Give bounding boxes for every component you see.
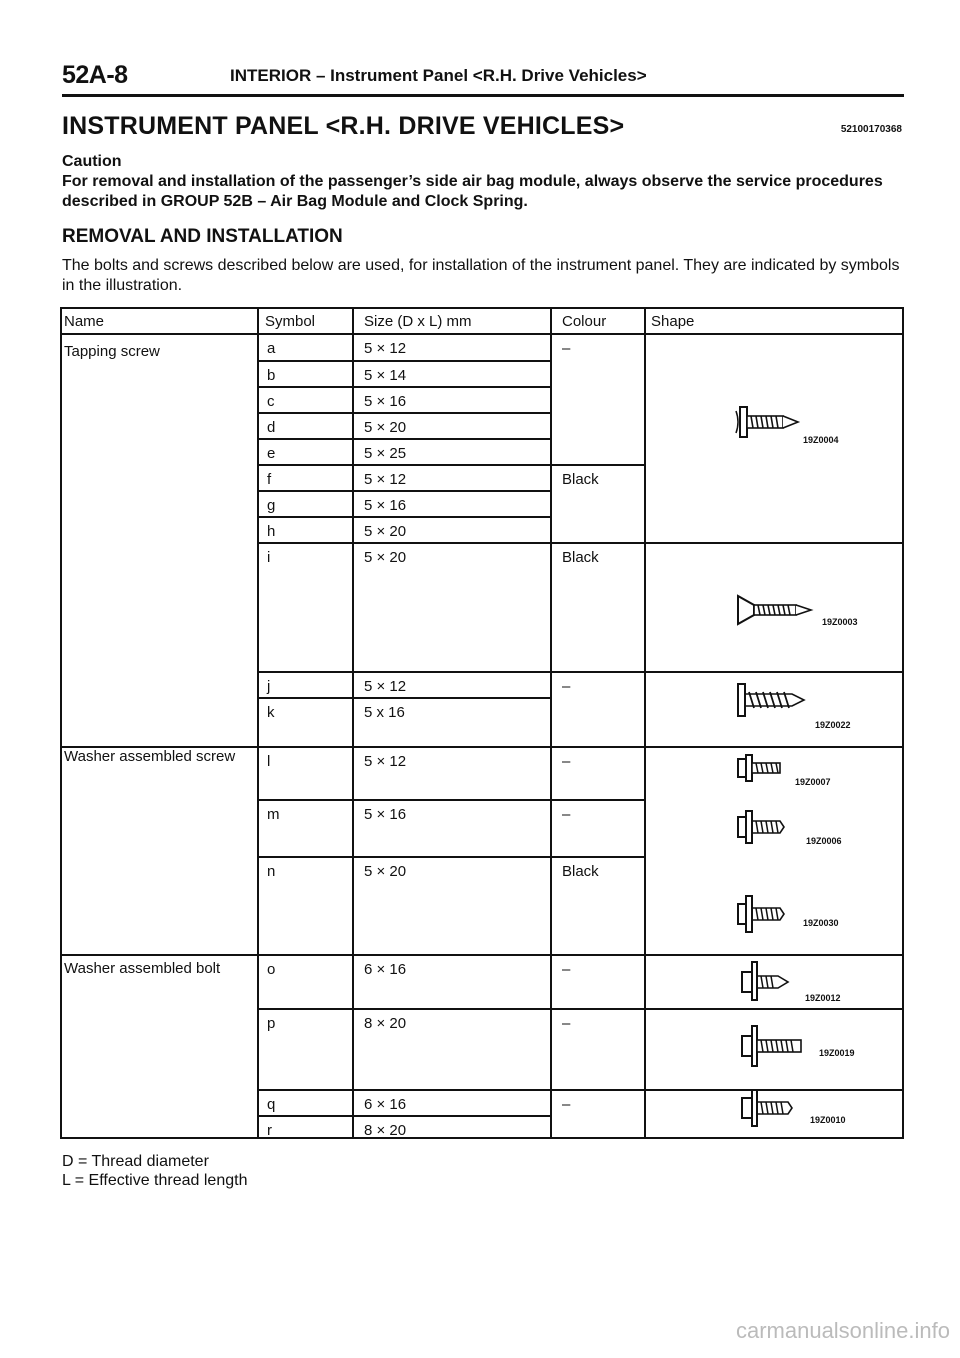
table-border-top <box>60 307 904 309</box>
washer-bolt-pointed-illustration <box>740 960 796 1007</box>
figure-code-19z0004: 19Z0004 <box>803 435 839 445</box>
washer-screw-medium-illustration <box>734 809 790 850</box>
row-symbol: f <box>267 471 272 488</box>
row-colour: – <box>562 1096 571 1113</box>
row-symbol: l <box>267 753 271 770</box>
row-symbol: n <box>267 863 276 880</box>
row-rule-shape <box>644 542 904 544</box>
row-symbol: q <box>267 1096 276 1113</box>
row-size: 5 × 16 <box>364 393 407 410</box>
row-rule-colour <box>550 954 644 956</box>
tapping-screw-flat-head-illustration <box>734 405 804 444</box>
washer-bolt-short-illustration <box>740 1088 800 1133</box>
row-rule-colour <box>550 799 644 801</box>
row-symbol: e <box>267 445 276 462</box>
row-rule-colour <box>550 464 644 466</box>
table-column-rule <box>352 307 354 1139</box>
row-rule <box>257 386 550 388</box>
figure-code-19z0010: 19Z0010 <box>810 1115 846 1125</box>
table-border-bottom <box>60 1137 904 1139</box>
figure-code-19z0003: 19Z0003 <box>822 617 858 627</box>
fastener-table <box>60 307 904 1139</box>
header-symbol: Symbol <box>265 313 316 330</box>
row-colour: – <box>562 753 571 770</box>
row-rule <box>257 1115 550 1117</box>
header-rule <box>62 94 904 97</box>
row-colour: – <box>562 340 571 357</box>
row-size: 5 × 16 <box>364 497 407 514</box>
row-rule-name <box>60 954 257 956</box>
row-rule-shape <box>644 671 904 673</box>
row-rule <box>257 542 550 544</box>
row-size: 5 × 25 <box>364 445 407 462</box>
row-symbol: j <box>267 678 271 695</box>
row-colour: – <box>562 1015 571 1032</box>
row-size: 5 × 12 <box>364 340 407 357</box>
section-subtitle: REMOVAL AND INSTALLATION <box>62 226 343 247</box>
row-rule-colour <box>550 746 644 748</box>
row-rule <box>257 954 550 956</box>
row-size: 8 × 20 <box>364 1122 407 1139</box>
row-rule <box>257 490 550 492</box>
row-symbol: h <box>267 523 276 540</box>
row-rule-colour <box>550 1089 644 1091</box>
row-rule <box>257 746 550 748</box>
document-code: 52100170368 <box>840 124 902 135</box>
row-colour: Black <box>562 863 599 880</box>
row-colour: Black <box>562 549 599 566</box>
row-symbol: b <box>267 367 276 384</box>
figure-code-19z0012: 19Z0012 <box>805 993 841 1003</box>
row-rule-colour <box>550 671 644 673</box>
row-rule <box>257 697 550 699</box>
caution-block <box>62 152 912 212</box>
row-rule <box>257 856 550 858</box>
row-colour: Black <box>562 471 599 488</box>
table-column-rule <box>644 307 646 1139</box>
row-colour: – <box>562 678 571 695</box>
row-symbol: c <box>267 393 275 410</box>
row-rule <box>257 412 550 414</box>
row-rule <box>257 799 550 801</box>
row-rule-shape <box>644 954 904 956</box>
header-size: Size (D x L) mm <box>364 313 472 330</box>
row-rule <box>257 516 550 518</box>
washer-screw-long-illustration <box>734 894 790 939</box>
figure-code-19z0006: 19Z0006 <box>806 836 842 846</box>
row-rule <box>257 360 550 362</box>
page-title: INSTRUMENT PANEL <R.H. DRIVE VEHICLES> <box>62 112 625 140</box>
row-symbol: d <box>267 419 276 436</box>
row-size: 5 × 20 <box>364 549 407 566</box>
figure-code-19z0007: 19Z0007 <box>795 777 831 787</box>
intro-paragraph: The bolts and screws described below are used, for installation of the instrument panel. They are indicated by symbols in the illustration. <box>62 257 900 294</box>
row-symbol: p <box>267 1015 276 1032</box>
row-rule-shape <box>644 1089 904 1091</box>
row-rule-colour <box>550 856 644 858</box>
row-symbol: g <box>267 497 276 514</box>
washer-bolt-long-illustration <box>740 1024 810 1073</box>
row-rule-name <box>60 746 257 748</box>
row-size: 5 x 16 <box>364 704 405 721</box>
row-rule <box>257 464 550 466</box>
row-rule <box>257 438 550 440</box>
row-rule <box>257 671 550 673</box>
row-symbol: k <box>267 704 275 721</box>
name-washer-assembled-bolt: Washer assembled bolt <box>64 960 221 977</box>
washer-screw-short-illustration <box>734 753 790 788</box>
row-size: 5 × 20 <box>364 523 407 540</box>
row-size: 5 × 14 <box>364 367 407 384</box>
footnotes <box>62 1152 247 1190</box>
table-column-rule <box>60 307 62 1139</box>
row-rule-colour <box>550 542 644 544</box>
caution-text: For removal and installation of the passenger’s side air bag module, always observe the service procedures described in GROUP 52B – Air Bag Module and Clock Spring. <box>62 173 883 210</box>
page-number: 52A-8 <box>62 61 128 89</box>
note-thread-diameter: D = Thread diameter <box>62 1153 209 1170</box>
table-column-rule <box>257 307 259 1139</box>
row-symbol: m <box>267 806 280 823</box>
row-rule-shape <box>644 746 904 748</box>
table-column-rule <box>902 307 904 1139</box>
row-size: 5 × 20 <box>364 863 407 880</box>
row-size: 5 × 20 <box>364 419 407 436</box>
row-colour: – <box>562 806 571 823</box>
watermark: carmanualsonline.info <box>735 1318 950 1343</box>
row-size: 8 × 20 <box>364 1015 407 1032</box>
row-rule <box>257 1089 550 1091</box>
row-rule-shape <box>644 1008 904 1010</box>
table-header-rule <box>60 333 904 335</box>
row-size: 5 × 16 <box>364 806 407 823</box>
row-symbol: r <box>267 1122 272 1139</box>
tapping-screw-countersunk-illustration <box>734 594 816 631</box>
section-title: INTERIOR – Instrument Panel <R.H. Drive Vehicles> <box>230 66 647 85</box>
figure-code-19z0022: 19Z0022 <box>815 720 851 730</box>
row-symbol: o <box>267 961 276 978</box>
row-size: 5 × 12 <box>364 678 407 695</box>
row-size: 6 × 16 <box>364 961 407 978</box>
page-header <box>62 61 647 90</box>
figure-code-19z0030: 19Z0030 <box>803 918 839 928</box>
name-washer-assembled-screw: Washer assembled screw <box>64 748 236 765</box>
note-thread-length: L = Effective thread length <box>62 1172 248 1189</box>
header-name: Name <box>64 313 105 330</box>
row-rule-colour <box>550 1008 644 1010</box>
caution-label: Caution <box>62 153 122 170</box>
row-size: 5 × 12 <box>364 753 407 770</box>
table-column-rule <box>550 307 552 1139</box>
row-rule <box>257 1008 550 1010</box>
row-size: 6 × 16 <box>364 1096 407 1113</box>
header-shape: Shape <box>651 313 695 330</box>
name-tapping-screw: Tapping screw <box>64 343 160 360</box>
row-size: 5 × 12 <box>364 471 407 488</box>
tapping-screw-coarse-thread-illustration <box>734 682 810 723</box>
figure-code-19z0019: 19Z0019 <box>819 1048 855 1058</box>
row-symbol: i <box>267 549 271 566</box>
header-colour: Colour <box>562 313 607 330</box>
row-colour: – <box>562 961 571 978</box>
row-symbol: a <box>267 340 276 357</box>
